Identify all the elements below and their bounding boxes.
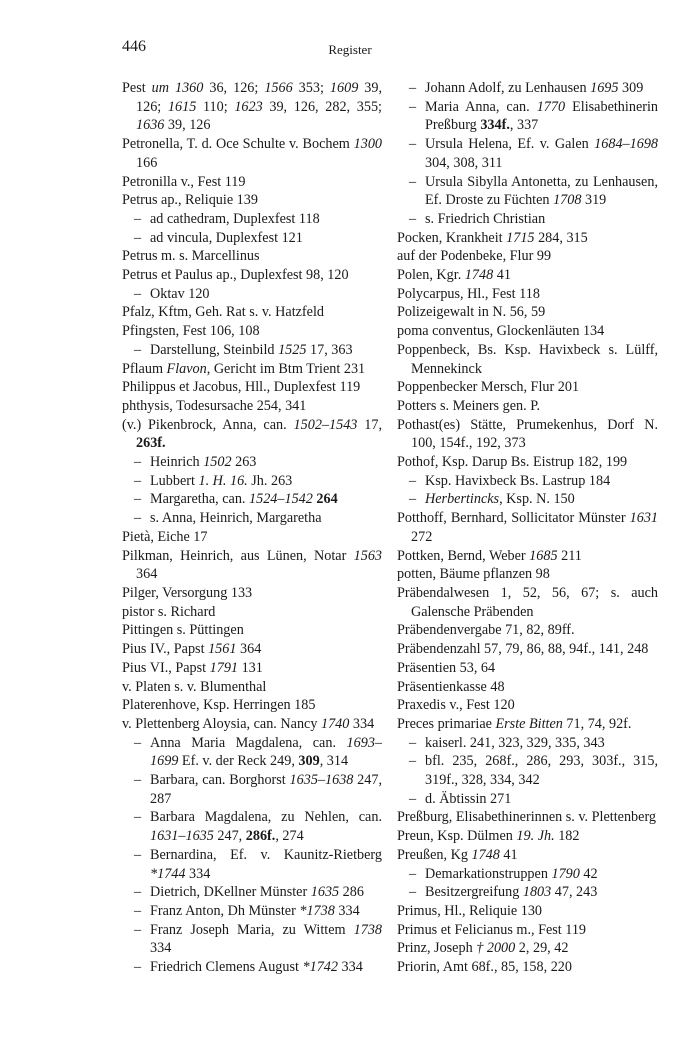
- index-subentry: – Heinrich 1502 263: [122, 453, 382, 472]
- index-subentry: – Anna Maria Magdalena, can. 1693–1699 Ef. v. der Reck 249, 309, 314: [122, 734, 382, 771]
- index-subentry: – Barbara Magdalena, zu Nehlen, can. 1631–1635 247, 286f., 274: [122, 808, 382, 845]
- index-entry: Primus et Felicianus m., Fest 119: [397, 921, 587, 938]
- index-entry: Pilkman, Heinrich, aus Lünen, Notar 1563 364: [122, 547, 382, 583]
- index-entry: Pius IV., Papst 1561 364: [122, 641, 262, 658]
- index-entry: Präbendalwesen 1, 52, 56, 67; s. auch Galensche Präbenden: [397, 584, 658, 620]
- index-entry: Petrus et Paulus ap., Duplexfest 98, 120: [122, 267, 349, 284]
- index-entry: Präbendenzahl 57, 79, 86, 88, 94f., 141, 248: [397, 641, 649, 658]
- index-subentry: – kaiserl. 241, 323, 329, 335, 343: [397, 734, 658, 753]
- index-entry: Priorin, Amt 68f., 85, 158, 220: [397, 959, 572, 976]
- index-entry: Pothof, Ksp. Darup Bs. Eistrup 182, 199: [397, 454, 628, 471]
- index-entry: Pittingen s. Püttingen: [122, 622, 244, 639]
- index-entry: Präbendenvergabe 71, 82, 89ff.: [397, 622, 575, 639]
- index-subentry: – Margaretha, can. 1524–1542 264: [122, 490, 382, 509]
- index-entry: poma conventus, Glockenläuten 134: [397, 323, 605, 340]
- index-subentry: – Oktav 120: [122, 285, 382, 304]
- index-entry: Pocken, Krankheit 1715 284, 315: [397, 229, 588, 246]
- index-subentry: – s. Friedrich Christian: [397, 210, 658, 229]
- index-subentry: – Ursula Helena, Ef. v. Galen 1684–1698 304, 308, 311: [397, 135, 658, 172]
- index-entry: (v.) Pikenbrock, Anna, can. 1502–1543 17, 263f.: [122, 416, 382, 452]
- index-subentry: – Darstellung, Steinbild 1525 17, 363: [122, 341, 382, 360]
- index-entry: Petronilla v., Fest 119: [122, 173, 246, 190]
- index-entry: Polizeigewalt in N. 56, 59: [397, 304, 546, 321]
- index-entry: Petrus ap., Reliquie 139: [122, 192, 258, 209]
- index-subentry: – Bernardina, Ef. v. Kaunitz-Rietberg *1744 334: [122, 846, 382, 883]
- index-subentry: – ad cathedram, Duplexfest 118: [122, 210, 382, 229]
- index-subentry: – Dietrich, DKellner Münster 1635 286: [122, 883, 382, 902]
- index-entry: v. Plettenberg Aloysia, can. Nancy 1740 334: [122, 715, 375, 732]
- index-column-left: [122, 79, 382, 977]
- index-entry: Polycarpus, Hl., Fest 118: [397, 285, 540, 302]
- index-subentry: – d. Äbtissin 271: [397, 790, 658, 809]
- index-entry: Potthoff, Bernhard, Sollicitator Münster 1631 272: [397, 510, 658, 545]
- index-entry: Pest um 1360 36, 126; 1566 353; 1609 39, 126; 1615 110; 1623 39, 126, 282, 355; 1636 39, 126: [122, 80, 383, 134]
- index-subentry: – Franz Anton, Dh Münster *1738 334: [122, 902, 382, 921]
- index-subentry: – Ksp. Havixbeck Bs. Lastrup 184: [397, 472, 658, 491]
- index-subentry: – Maria Anna, can. 1770 Elisabethinerin Preßburg 334f., 337: [397, 98, 658, 135]
- index-entry: Preces primariae Erste Bitten 71, 74, 92f.: [397, 715, 632, 732]
- index-entry: Primus, Hl., Reliquie 130: [397, 902, 543, 919]
- index-entry: v. Platen s. v. Blumenthal: [122, 678, 267, 695]
- index-subentry: – Franz Joseph Maria, zu Wittem 1738 334: [122, 921, 382, 958]
- index-column-right: [397, 79, 658, 977]
- index-entry: Preußen, Kg 1748 41: [397, 846, 518, 863]
- index-entry: Pilger, Versorgung 133: [122, 584, 253, 601]
- index-entry: Poppenbeck, Bs. Ksp. Havixbeck s. Lülff, Mennekinck: [397, 341, 658, 377]
- index-subentry: – Friedrich Clemens August *1742 334: [122, 958, 382, 977]
- index-entry: Pottken, Bernd, Weber 1685 211: [397, 547, 582, 564]
- page-number: 446: [122, 38, 146, 55]
- index-entry: Pfingsten, Fest 106, 108: [122, 323, 260, 340]
- index-subentry: – Herbertincks, Ksp. N. 150: [397, 490, 658, 509]
- index-subentry: – Demarkationstruppen 1790 42: [397, 865, 658, 884]
- index-entry: Pius VI., Papst 1791 131: [122, 659, 263, 676]
- index-entry: Platerenhove, Ksp. Herringen 185: [122, 697, 316, 714]
- index-subentry: – Johann Adolf, zu Lenhausen 1695 309: [397, 79, 658, 98]
- index-entry: Petronella, T. d. Oce Schulte v. Bochem 1300 166: [122, 136, 382, 171]
- index-entry: Poppenbecker Mersch, Flur 201: [397, 379, 580, 396]
- index-entry: Petrus m. s. Marcellinus: [122, 248, 260, 265]
- index-entry: Philippus et Jacobus, Hll., Duplexfest 119: [122, 379, 361, 396]
- index-subentry: – bfl. 235, 268f., 286, 293, 303f., 315, 319f., 328, 334, 342: [397, 752, 658, 789]
- index-entry: Präsentienkasse 48: [397, 678, 505, 695]
- index-entry: Pietà, Eiche 17: [122, 528, 208, 545]
- index-entry: auf der Podenbeke, Flur 99: [397, 248, 552, 265]
- index-subentry: – Barbara, can. Borghorst 1635–1638 247, 287: [122, 771, 382, 808]
- index-entry: phthysis, Todesursache 254, 341: [122, 397, 307, 414]
- page-header: [0, 38, 700, 62]
- index-entry: potten, Bäume pflanzen 98: [397, 566, 550, 583]
- index-subentry: – Besitzergreifung 1803 47, 243: [397, 883, 658, 902]
- index-entry: Pfalz, Kftm, Geh. Rat s. v. Hatzfeld: [122, 304, 324, 321]
- index-entry: Präsentien 53, 64: [397, 659, 496, 676]
- index-entry: Praxedis v., Fest 120: [397, 697, 515, 714]
- index-entry: Preun, Ksp. Dülmen 19. Jh. 182: [397, 828, 580, 845]
- index-entry: Polen, Kgr. 1748 41: [397, 267, 511, 284]
- index-entry: Potters s. Meiners gen. P.: [397, 397, 541, 414]
- running-title: Register: [328, 42, 372, 57]
- index-subentry: – Ursula Sibylla Antonetta, zu Lenhausen, Ef. Droste zu Füchten 1708 319: [397, 173, 658, 210]
- index-entry: pistor s. Richard: [122, 603, 216, 620]
- index-entry: Pothast(es) Stätte, Prumekenhus, Dorf N. 100, 154f., 192, 373: [397, 416, 658, 452]
- index-entry: Preßburg, Elisabethinerinnen s. v. Plettenberg: [397, 809, 657, 826]
- index-subentry: – ad vincula, Duplexfest 121: [122, 229, 382, 248]
- index-subentry: – Lubbert 1. H. 16. Jh. 263: [122, 472, 382, 491]
- index-subentry: – s. Anna, Heinrich, Margaretha: [122, 509, 382, 528]
- index-entry: Prinz, Joseph † 2000 2, 29, 42: [397, 940, 569, 957]
- index-entry: Pflaum Flavon, Gericht im Btm Trient 231: [122, 360, 366, 377]
